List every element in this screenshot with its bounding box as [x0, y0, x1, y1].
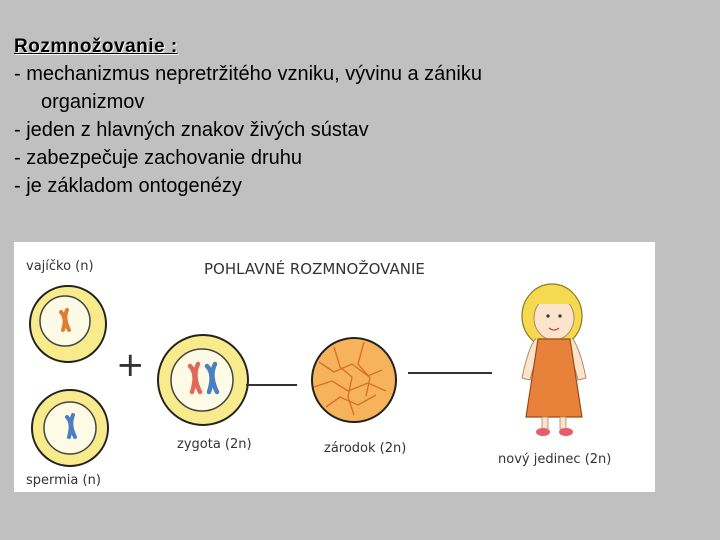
- zygote-label: zygota (2n): [177, 437, 252, 452]
- reproduction-illustration: [14, 242, 655, 492]
- bullet-1: - mechanizmus nepretržitého vzniku, vývinu a zániku: [14, 63, 482, 85]
- girl-figure: [522, 284, 586, 436]
- title-word: Rozmnožovanie: [14, 36, 166, 57]
- zygote-cell: [158, 335, 248, 425]
- figure-title: POHLAVNÉ ROZMNOŽOVANIE: [204, 260, 425, 278]
- sperm-label: spermia (n): [26, 473, 101, 488]
- egg-label: vajíčko (n): [26, 259, 94, 274]
- individual-label: nový jedinec (2n): [498, 452, 612, 467]
- bullet-3: - zabezpečuje zachovanie druhu: [14, 147, 302, 169]
- sperm-cell: [32, 390, 108, 466]
- plus-sign: +: [116, 345, 145, 385]
- slide-text: [14, 34, 704, 200]
- bullet-2: - jeden z hlavných znakov živých sústav: [14, 119, 369, 141]
- embryo-label: zárodok (2n): [324, 441, 407, 456]
- slide-title: [14, 34, 704, 60]
- bullet-1-continuation: organizmov: [41, 91, 145, 113]
- title-colon: :: [165, 36, 178, 57]
- illustration-svg: [14, 242, 655, 492]
- egg-cell: [30, 286, 106, 362]
- embryo-cell: [312, 338, 396, 422]
- bullet-4: - je základom ontogenézy: [14, 175, 242, 197]
